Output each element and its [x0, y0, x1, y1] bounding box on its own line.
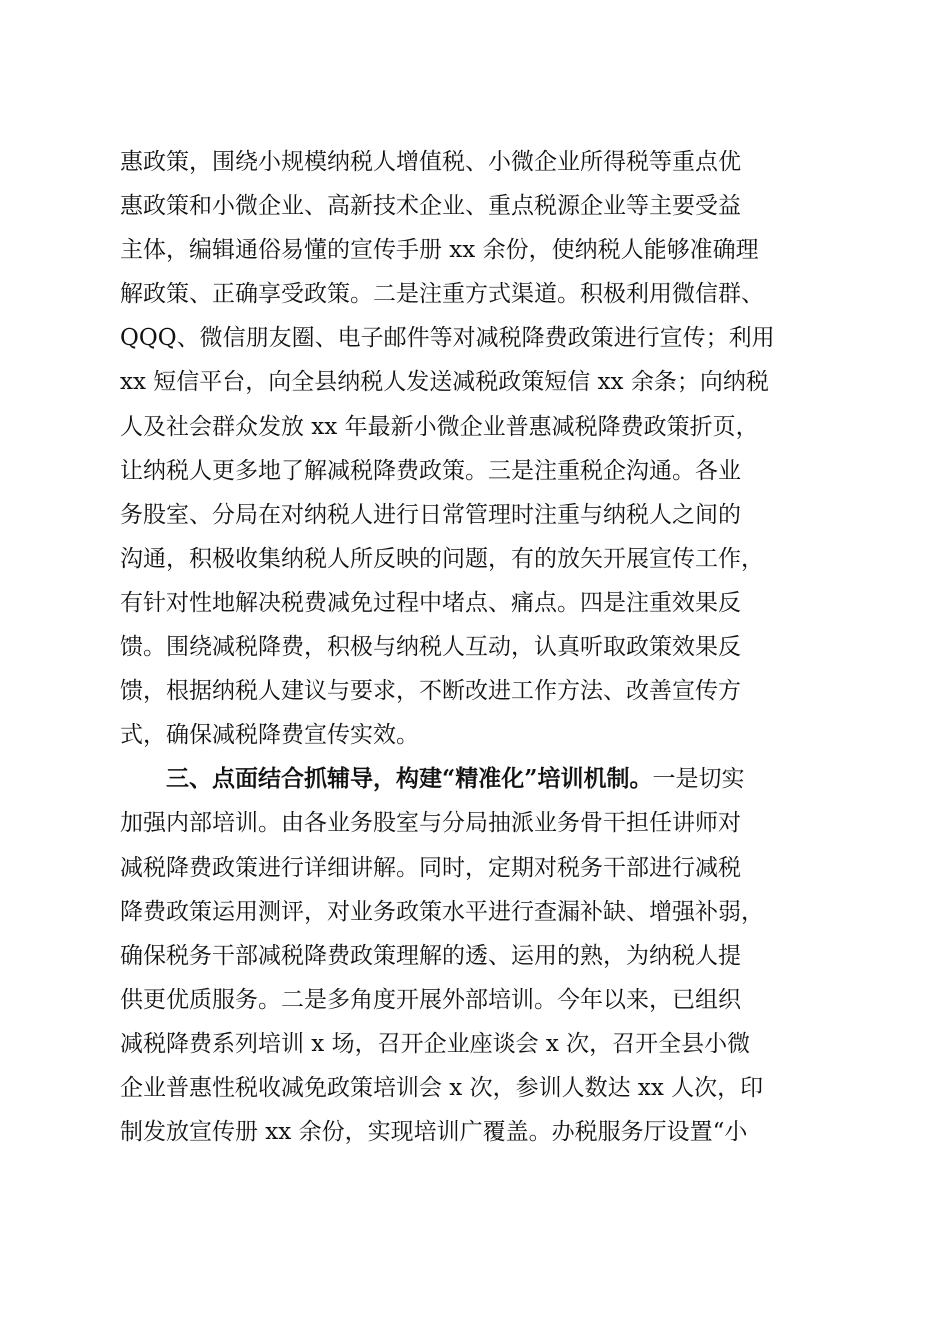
text-line: 有针对性地解决税费减免过程中堵点、痛点。四是注重效果反: [120, 589, 741, 616]
text-line: 减税降费政策进行详细讲解。同时，定期对税务干部进行减税: [120, 854, 741, 881]
text-line: 馈，根据纳税人建议与要求，不断改进工作方法、改善宣传方: [120, 678, 741, 705]
text-line: QQQ、微信朋友圈、电子邮件等对减税降费政策进行宣传；利用: [120, 325, 775, 352]
text-line: 降费政策运用测评，对业务政策水平进行查漏补缺、增强补弱，: [120, 898, 764, 925]
text-line: 减税降费系列培训 x 场，召开企业座谈会 x 次，召开全县小微: [120, 1030, 751, 1057]
text-line-first: [120, 757, 840, 801]
text-line: 人及社会群众发放 xx 年最新小微企业普惠减税降费政策折页，: [120, 413, 759, 440]
text-line: 惠政策和小微企业、高新技术企业、重点税源企业等主要受益: [120, 193, 741, 220]
text-line: 主体，编辑通俗易懂的宣传手册 xx 余份，使纳税人能够准确理: [120, 237, 759, 264]
text-line: 让纳税人更多地了解减税降费政策。三是注重税企沟通。各业: [120, 457, 741, 484]
text-line: 惠政策，围绕小规模纳税人增值税、小微企业所得税等重点优: [120, 149, 741, 175]
text-line: xx 短信平台，向全县纳税人发送减税政策短信 xx 余条；向纳税: [120, 369, 769, 396]
text-line: 制发放宣传册 xx 余份，实现培训广覆盖。办税服务厅设置“小: [120, 1119, 748, 1146]
text-line: 解政策、正确享受政策。二是注重方式渠道。积极利用微信群、: [120, 281, 764, 308]
document-body: [120, 140, 840, 1154]
section-heading: 三、点面结合抓辅导，构建“精准化”培训机制。: [166, 765, 653, 793]
text-line: 加强内部培训。由各业务股室与分局抽派业务骨干担任讲师对: [120, 810, 741, 837]
paragraph-training: [120, 757, 840, 1154]
text-line: 供更优质服务。二是多角度开展外部培训。今年以来，已组织: [120, 986, 741, 1013]
text-line: 馈。围绕减税降费，积极与纳税人互动，认真听取政策效果反: [120, 634, 741, 661]
text-line: 务股室、分局在对纳税人进行日常管理时注重与纳税人之间的: [120, 501, 741, 528]
text-line: 企业普惠性税收减免政策培训会 x 次，参训人数达 xx 人次，印: [120, 1074, 764, 1101]
text-line: 式，确保减税降费宣传实效。: [120, 722, 419, 749]
text-line: 确保税务干部减税降费政策理解的透、运用的熟，为纳税人提: [120, 942, 741, 969]
paragraph-publicity: [120, 140, 840, 757]
heading-continuation: 一是切实: [652, 766, 745, 793]
text-line: 沟通，积极收集纳税人所反映的问题，有的放矢开展宣传工作，: [120, 545, 764, 572]
